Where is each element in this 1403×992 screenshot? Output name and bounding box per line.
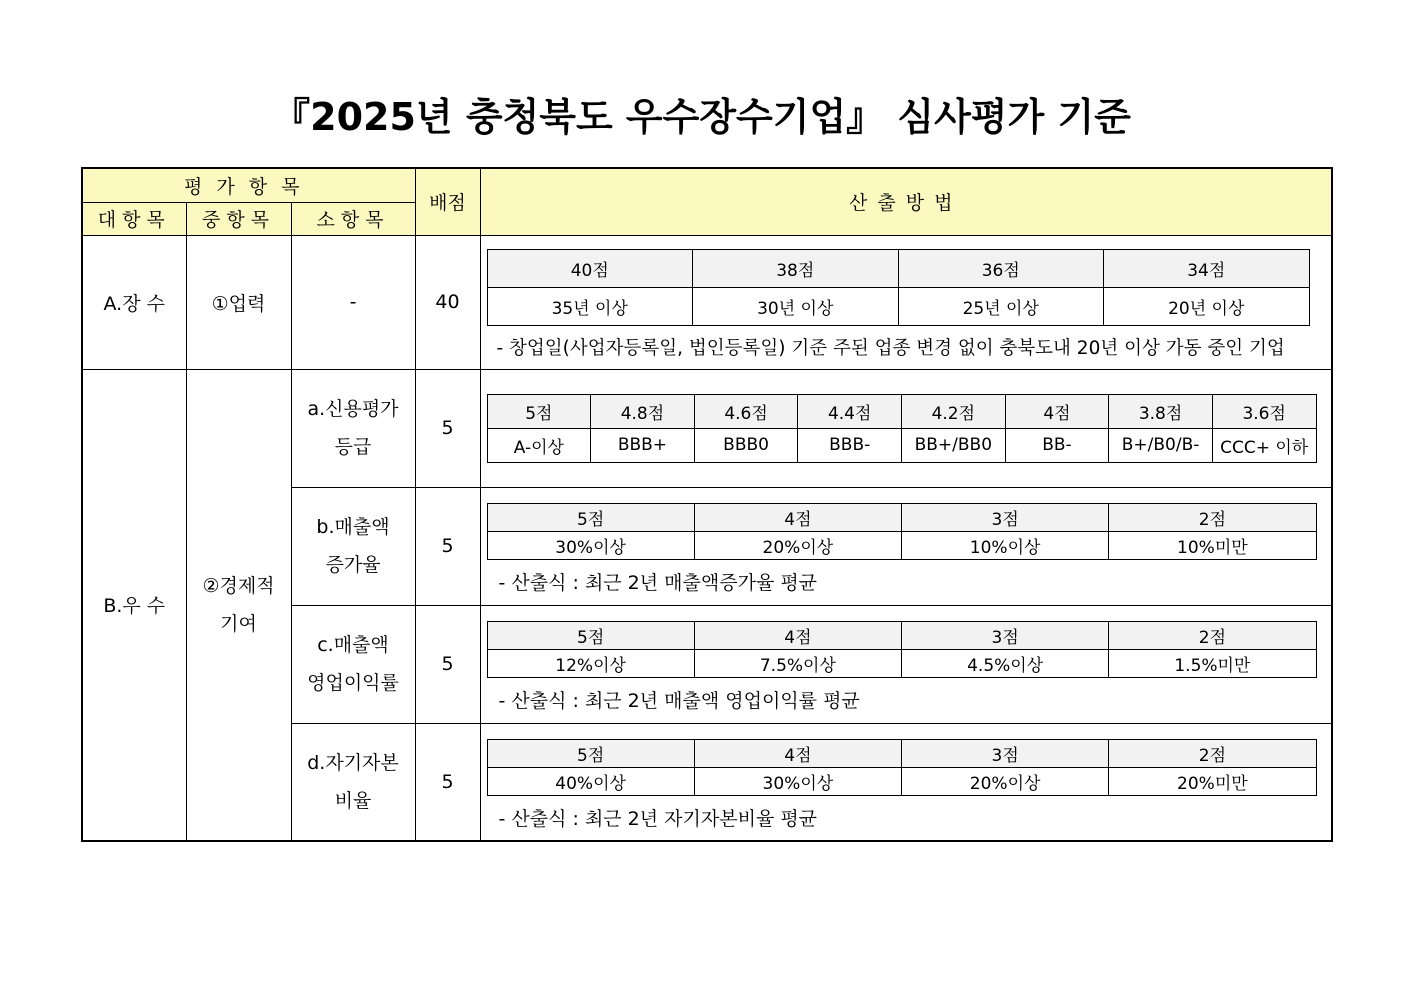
point-cell: 3.6점 <box>1212 394 1316 428</box>
section-a-note: - 창업일(사업자등록일, 법인등록일) 기준 주된 업종 변경 없이 충북도내 20년 이상 가동 중인 기업 <box>496 337 1285 359</box>
section-a-middle: ①업력 <box>186 235 291 369</box>
criteria-cell: CCC+ 이하 <box>1212 428 1316 462</box>
header-eval-items: 평가항목 <box>82 168 415 202</box>
criteria-cell: BBB- <box>798 428 902 462</box>
header-method: 산출방법 <box>480 168 1332 235</box>
point-cell: 5점 <box>487 739 694 767</box>
point-cell: 5점 <box>487 394 591 428</box>
criteria-cell: B+/B0/B- <box>1109 428 1213 462</box>
credit-minor <box>291 369 415 487</box>
equity-ratio-minor-line2: 비율 <box>334 789 372 812</box>
point-cell: 4점 <box>1005 394 1109 428</box>
equity-ratio-note: - 산출식 : 최근 2년 자기자본비율 평균 <box>498 807 818 830</box>
credit-minor-line2: 등급 <box>334 436 372 458</box>
point-cell: 3점 <box>902 739 1109 767</box>
criteria-cell: A-이상 <box>487 428 591 462</box>
point-cell: 36점 <box>898 249 1104 287</box>
header-minor: 소항목 <box>291 202 415 235</box>
section-a-score-table <box>487 249 1310 326</box>
sales-growth-minor <box>291 487 415 605</box>
point-cell: 4.8점 <box>591 394 695 428</box>
section-b-middle-line2: 기여 <box>220 612 257 635</box>
point-cell: 34점 <box>1104 249 1310 287</box>
criteria-cell: 7.5%이상 <box>694 649 901 677</box>
criteria-cell: 25년 이상 <box>898 287 1104 325</box>
section-a-major: A.장 수 <box>82 235 186 369</box>
criteria-cell: 20년 이상 <box>1104 287 1310 325</box>
sales-growth-minor-line1: b.매출액 <box>316 516 390 538</box>
operating-margin-minor-line1: c.매출액 <box>317 634 389 656</box>
criteria-cell: BB- <box>1005 428 1109 462</box>
header-middle: 중항목 <box>186 202 291 235</box>
section-a-method <box>480 235 1332 369</box>
point-cell: 3.8점 <box>1109 394 1213 428</box>
criteria-cell: 30년 이상 <box>693 287 899 325</box>
credit-minor-line1: a.신용평가 <box>307 398 399 420</box>
header-major: 대항목 <box>82 202 186 235</box>
equity-ratio-score-table <box>487 739 1317 796</box>
section-b-major: B.우 수 <box>82 369 186 841</box>
credit-score: 5 <box>415 369 480 487</box>
section-a-score: 40 <box>415 235 480 369</box>
section-b-middle-line1: ②경제적 <box>202 574 275 597</box>
sales-growth-score-table <box>487 503 1317 560</box>
sales-growth-score: 5 <box>415 487 480 605</box>
header-score: 배점 <box>415 168 480 235</box>
credit-method <box>480 369 1332 487</box>
criteria-cell: BBB0 <box>694 428 798 462</box>
equity-ratio-minor <box>291 723 415 841</box>
criteria-cell: BB+/BB0 <box>902 428 1006 462</box>
point-cell: 3점 <box>902 621 1109 649</box>
criteria-cell: BBB+ <box>591 428 695 462</box>
criteria-cell: 30%이상 <box>487 531 694 559</box>
criteria-cell: 20%이상 <box>694 531 901 559</box>
point-cell: 40점 <box>487 249 693 287</box>
point-cell: 4점 <box>694 621 901 649</box>
criteria-cell: 10%이상 <box>902 531 1109 559</box>
point-cell: 5점 <box>487 621 694 649</box>
sales-growth-minor-line2: 증가율 <box>325 554 381 576</box>
equity-ratio-minor-line1: d.자기자본 <box>307 751 399 774</box>
section-a-minor: - <box>291 235 415 369</box>
criteria-cell: 1.5%미만 <box>1109 649 1316 677</box>
equity-ratio-method <box>480 723 1332 841</box>
point-cell: 3점 <box>902 503 1109 531</box>
operating-margin-score: 5 <box>415 605 480 723</box>
point-cell: 4점 <box>694 739 901 767</box>
point-cell: 38점 <box>693 249 899 287</box>
point-cell: 4.2점 <box>902 394 1006 428</box>
criteria-cell: 40%이상 <box>487 767 694 795</box>
operating-margin-minor-line2: 영업이익률 <box>307 672 399 694</box>
evaluation-table <box>81 167 1333 842</box>
criteria-cell: 20%이상 <box>902 767 1109 795</box>
criteria-cell: 30%이상 <box>694 767 901 795</box>
operating-margin-method <box>480 605 1332 723</box>
point-cell: 2점 <box>1109 739 1316 767</box>
point-cell: 2점 <box>1109 621 1316 649</box>
criteria-cell: 12%이상 <box>487 649 694 677</box>
criteria-cell: 4.5%이상 <box>902 649 1109 677</box>
sales-growth-note: - 산출식 : 최근 2년 매출액증가율 평균 <box>498 571 818 594</box>
point-cell: 2점 <box>1109 503 1316 531</box>
point-cell: 4.6점 <box>694 394 798 428</box>
credit-score-table <box>487 394 1317 463</box>
equity-ratio-score: 5 <box>415 723 480 841</box>
operating-margin-score-table <box>487 621 1317 678</box>
criteria-cell: 35년 이상 <box>487 287 693 325</box>
point-cell: 4.4점 <box>798 394 902 428</box>
point-cell: 4점 <box>694 503 901 531</box>
criteria-cell: 10%미만 <box>1109 531 1316 559</box>
point-cell: 5점 <box>487 503 694 531</box>
sales-growth-method <box>480 487 1332 605</box>
criteria-cell: 20%미만 <box>1109 767 1316 795</box>
operating-margin-minor <box>291 605 415 723</box>
section-b-middle <box>186 369 291 841</box>
operating-margin-note: - 산출식 : 최근 2년 매출액 영업이익률 평균 <box>498 689 860 712</box>
page-title: 『2025년 충청북도 우수장수기업』 심사평가 기준 <box>272 95 1131 139</box>
